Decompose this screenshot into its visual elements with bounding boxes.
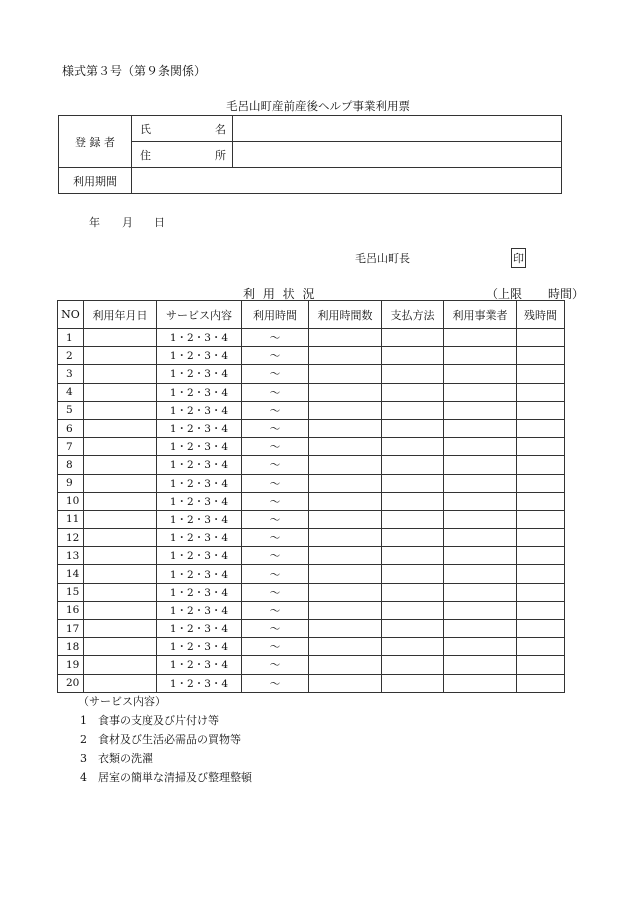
usage-hours-cell[interactable] <box>309 529 382 547</box>
column-header: NO <box>58 301 84 329</box>
table-row <box>58 383 565 401</box>
provider-cell[interactable] <box>444 638 517 656</box>
note-item-3: 3 衣類の洗濯 <box>80 752 153 765</box>
notes-heading: （サービス内容） <box>78 695 166 708</box>
usage-date-cell[interactable] <box>84 583 157 601</box>
usage-date-cell[interactable] <box>84 401 157 419</box>
payment-method-cell[interactable] <box>382 620 444 638</box>
usage-table <box>57 300 565 693</box>
usage-time-separator[interactable]: ～ <box>242 510 309 528</box>
usage-time-separator[interactable]: ～ <box>242 565 309 583</box>
provider-cell[interactable] <box>444 656 517 674</box>
remaining-hours-cell[interactable] <box>517 329 565 347</box>
usage-date-cell[interactable] <box>84 347 157 365</box>
usage-hours-cell[interactable] <box>309 620 382 638</box>
usage-header-row <box>58 301 565 329</box>
usage-date-cell[interactable] <box>84 456 157 474</box>
usage-time-separator[interactable]: ～ <box>242 674 309 692</box>
payment-method-cell[interactable] <box>382 474 444 492</box>
form-number: 様式第３号（第９条関係） <box>62 64 207 78</box>
table-row <box>58 601 565 619</box>
provider-cell[interactable] <box>444 547 517 565</box>
remaining-hours-cell[interactable] <box>517 529 565 547</box>
usage-date-cell[interactable] <box>84 656 157 674</box>
table-row <box>58 547 565 565</box>
table-row <box>58 438 565 456</box>
usage-date-cell[interactable] <box>84 492 157 510</box>
payment-method-cell[interactable] <box>382 601 444 619</box>
table-row <box>58 365 565 383</box>
note-item-4: 4 居室の簡単な清掃及び整理整頓 <box>80 771 252 784</box>
row-number: 18 <box>58 638 84 656</box>
registrant-table <box>58 115 562 194</box>
row-number: 11 <box>58 510 84 528</box>
usage-time-separator[interactable]: ～ <box>242 438 309 456</box>
provider-cell[interactable] <box>444 401 517 419</box>
provider-cell[interactable] <box>444 583 517 601</box>
remaining-hours-cell[interactable] <box>517 583 565 601</box>
name-label-1: 氏 <box>140 122 151 136</box>
address-label-1: 住 <box>140 148 151 162</box>
table-row <box>58 620 565 638</box>
usage-time-separator[interactable]: ～ <box>242 656 309 674</box>
usage-heading: 利 用 状 況 <box>243 287 317 301</box>
remaining-hours-cell[interactable] <box>517 383 565 401</box>
remaining-hours-cell[interactable] <box>517 620 565 638</box>
provider-cell[interactable] <box>444 474 517 492</box>
payment-method-cell[interactable] <box>382 638 444 656</box>
usage-time-separator[interactable]: ～ <box>242 529 309 547</box>
usage-time-separator[interactable]: ～ <box>242 347 309 365</box>
usage-time-separator[interactable]: ～ <box>242 638 309 656</box>
service-options[interactable]: 1・2・3・4 <box>157 492 242 510</box>
usage-time-separator[interactable]: ～ <box>242 365 309 383</box>
hours-limit-close: 時間） <box>548 287 585 301</box>
remaining-hours-cell[interactable] <box>517 656 565 674</box>
row-number: 8 <box>58 456 84 474</box>
table-row <box>58 419 565 437</box>
remaining-hours-cell[interactable] <box>517 474 565 492</box>
usage-hours-cell[interactable] <box>309 565 382 583</box>
payment-method-cell[interactable] <box>382 674 444 692</box>
period-label: 利用期間 <box>59 168 132 194</box>
usage-hours-cell[interactable] <box>309 510 382 528</box>
usage-date-cell[interactable] <box>84 547 157 565</box>
row-number: 10 <box>58 492 84 510</box>
service-options[interactable]: 1・2・3・4 <box>157 529 242 547</box>
payment-method-cell[interactable] <box>382 419 444 437</box>
table-row <box>58 492 565 510</box>
row-number: 14 <box>58 565 84 583</box>
remaining-hours-cell[interactable] <box>517 347 565 365</box>
remaining-hours-cell[interactable] <box>517 638 565 656</box>
provider-cell[interactable] <box>444 620 517 638</box>
usage-hours-cell[interactable] <box>309 438 382 456</box>
usage-hours-cell[interactable] <box>309 401 382 419</box>
payment-method-cell[interactable] <box>382 492 444 510</box>
row-number: 4 <box>58 383 84 401</box>
usage-hours-cell[interactable] <box>309 456 382 474</box>
usage-hours-cell[interactable] <box>309 329 382 347</box>
payment-method-cell[interactable] <box>382 529 444 547</box>
provider-cell[interactable] <box>444 492 517 510</box>
service-options[interactable]: 1・2・3・4 <box>157 565 242 583</box>
hours-limit-open: （上限 <box>486 287 523 301</box>
usage-date-cell[interactable] <box>84 674 157 692</box>
usage-hours-cell[interactable] <box>309 547 382 565</box>
table-row <box>58 347 565 365</box>
form-title: 毛呂山町産前産後ヘルプ事業利用票 <box>226 99 410 113</box>
row-number: 9 <box>58 474 84 492</box>
address-field[interactable] <box>233 142 562 168</box>
date-day: 日 <box>154 216 165 229</box>
column-header: 利用時間 <box>242 301 309 329</box>
payment-method-cell[interactable] <box>382 401 444 419</box>
address-label-cell <box>132 142 233 168</box>
service-options[interactable]: 1・2・3・4 <box>157 674 242 692</box>
row-number: 7 <box>58 438 84 456</box>
provider-cell[interactable] <box>444 419 517 437</box>
remaining-hours-cell[interactable] <box>517 365 565 383</box>
usage-date-cell[interactable] <box>84 438 157 456</box>
row-number: 15 <box>58 583 84 601</box>
service-options[interactable]: 1・2・3・4 <box>157 474 242 492</box>
service-options[interactable]: 1・2・3・4 <box>157 329 242 347</box>
remaining-hours-cell[interactable] <box>517 419 565 437</box>
service-options[interactable]: 1・2・3・4 <box>157 656 242 674</box>
service-options[interactable]: 1・2・3・4 <box>157 401 242 419</box>
payment-method-cell[interactable] <box>382 438 444 456</box>
column-header: 利用年月日 <box>84 301 157 329</box>
provider-cell[interactable] <box>444 365 517 383</box>
usage-date-cell[interactable] <box>84 565 157 583</box>
provider-cell[interactable] <box>444 347 517 365</box>
usage-time-separator[interactable]: ～ <box>242 601 309 619</box>
usage-hours-cell[interactable] <box>309 419 382 437</box>
seal-stamp-text: 印 <box>511 248 526 268</box>
note-item-2: 2 食材及び生活必需品の買物等 <box>80 733 241 746</box>
payment-method-cell[interactable] <box>382 329 444 347</box>
usage-date-cell[interactable] <box>84 601 157 619</box>
service-options[interactable]: 1・2・3・4 <box>157 583 242 601</box>
provider-cell[interactable] <box>444 383 517 401</box>
name-label-cell <box>132 116 233 142</box>
usage-hours-cell[interactable] <box>309 638 382 656</box>
usage-time-separator[interactable]: ～ <box>242 329 309 347</box>
service-options[interactable]: 1・2・3・4 <box>157 620 242 638</box>
usage-date-cell[interactable] <box>84 383 157 401</box>
usage-hours-cell[interactable] <box>309 347 382 365</box>
usage-date-cell[interactable] <box>84 329 157 347</box>
provider-cell[interactable] <box>444 674 517 692</box>
service-options[interactable]: 1・2・3・4 <box>157 438 242 456</box>
row-number: 2 <box>58 347 84 365</box>
usage-date-cell[interactable] <box>84 638 157 656</box>
name-label-2: 名 <box>215 122 226 136</box>
usage-date-cell[interactable] <box>84 419 157 437</box>
table-row <box>58 583 565 601</box>
payment-method-cell[interactable] <box>382 547 444 565</box>
service-notes <box>78 693 252 788</box>
remaining-hours-cell[interactable] <box>517 492 565 510</box>
usage-hours-cell[interactable] <box>309 674 382 692</box>
remaining-hours-cell[interactable] <box>517 438 565 456</box>
provider-cell[interactable] <box>444 329 517 347</box>
remaining-hours-cell[interactable] <box>517 456 565 474</box>
row-number: 17 <box>58 620 84 638</box>
table-row <box>58 474 565 492</box>
provider-cell[interactable] <box>444 601 517 619</box>
row-number: 13 <box>58 547 84 565</box>
usage-time-separator[interactable]: ～ <box>242 456 309 474</box>
row-number: 16 <box>58 601 84 619</box>
table-row <box>58 329 565 347</box>
column-header: 支払方法 <box>382 301 444 329</box>
usage-hours-cell[interactable] <box>309 474 382 492</box>
usage-date-cell[interactable] <box>84 474 157 492</box>
row-number: 19 <box>58 656 84 674</box>
table-row <box>58 510 565 528</box>
table-row <box>58 456 565 474</box>
payment-method-cell[interactable] <box>382 510 444 528</box>
row-number: 20 <box>58 674 84 692</box>
date-year: 年 <box>89 216 100 229</box>
column-header: 利用事業者 <box>444 301 517 329</box>
usage-hours-cell[interactable] <box>309 365 382 383</box>
service-options[interactable]: 1・2・3・4 <box>157 365 242 383</box>
payment-method-cell[interactable] <box>382 656 444 674</box>
mayor-label: 毛呂山町長 <box>355 252 410 265</box>
usage-time-separator[interactable]: ～ <box>242 492 309 510</box>
usage-hours-cell[interactable] <box>309 601 382 619</box>
date-month: 月 <box>122 216 133 229</box>
usage-date-cell[interactable] <box>84 365 157 383</box>
provider-cell[interactable] <box>444 510 517 528</box>
usage-time-separator[interactable]: ～ <box>242 474 309 492</box>
service-options[interactable]: 1・2・3・4 <box>157 510 242 528</box>
usage-body <box>58 329 565 693</box>
service-options[interactable]: 1・2・3・4 <box>157 601 242 619</box>
usage-date-cell[interactable] <box>84 620 157 638</box>
row-number: 1 <box>58 329 84 347</box>
usage-date-cell[interactable] <box>84 529 157 547</box>
remaining-hours-cell[interactable] <box>517 547 565 565</box>
name-field[interactable] <box>233 116 562 142</box>
address-label-2: 所 <box>215 148 226 162</box>
provider-cell[interactable] <box>444 529 517 547</box>
column-header: 利用時間数 <box>309 301 382 329</box>
row-number: 5 <box>58 401 84 419</box>
remaining-hours-cell[interactable] <box>517 510 565 528</box>
usage-time-separator[interactable]: ～ <box>242 620 309 638</box>
usage-time-separator[interactable]: ～ <box>242 583 309 601</box>
table-row <box>58 674 565 692</box>
payment-method-cell[interactable] <box>382 365 444 383</box>
table-row <box>58 401 565 419</box>
usage-date-cell[interactable] <box>84 510 157 528</box>
remaining-hours-cell[interactable] <box>517 601 565 619</box>
table-row <box>58 565 565 583</box>
row-number: 3 <box>58 365 84 383</box>
remaining-hours-cell[interactable] <box>517 565 565 583</box>
remaining-hours-cell[interactable] <box>517 401 565 419</box>
usage-time-separator[interactable]: ～ <box>242 547 309 565</box>
service-options[interactable]: 1・2・3・4 <box>157 456 242 474</box>
row-number: 12 <box>58 529 84 547</box>
payment-method-cell[interactable] <box>382 456 444 474</box>
provider-cell[interactable] <box>444 438 517 456</box>
service-options[interactable]: 1・2・3・4 <box>157 347 242 365</box>
usage-time-separator[interactable]: ～ <box>242 419 309 437</box>
note-item-1: 1 食事の支度及び片付け等 <box>80 714 219 727</box>
service-options[interactable]: 1・2・3・4 <box>157 547 242 565</box>
usage-time-separator[interactable]: ～ <box>242 383 309 401</box>
payment-method-cell[interactable] <box>382 565 444 583</box>
registrant-group-label: 登 録 者 <box>59 116 132 168</box>
table-row <box>58 529 565 547</box>
provider-cell[interactable] <box>444 565 517 583</box>
usage-time-separator[interactable]: ～ <box>242 401 309 419</box>
service-options[interactable]: 1・2・3・4 <box>157 419 242 437</box>
seal-stamp <box>511 248 526 268</box>
period-field[interactable] <box>132 168 562 194</box>
row-number: 6 <box>58 419 84 437</box>
table-row <box>58 656 565 674</box>
payment-method-cell[interactable] <box>382 383 444 401</box>
payment-method-cell[interactable] <box>382 347 444 365</box>
column-header: 残時間 <box>517 301 565 329</box>
service-options[interactable]: 1・2・3・4 <box>157 383 242 401</box>
usage-hours-cell[interactable] <box>309 656 382 674</box>
usage-hours-cell[interactable] <box>309 383 382 401</box>
service-options[interactable]: 1・2・3・4 <box>157 638 242 656</box>
column-header: サービス内容 <box>157 301 242 329</box>
usage-hours-cell[interactable] <box>309 492 382 510</box>
usage-hours-cell[interactable] <box>309 583 382 601</box>
provider-cell[interactable] <box>444 456 517 474</box>
remaining-hours-cell[interactable] <box>517 674 565 692</box>
table-row <box>58 638 565 656</box>
payment-method-cell[interactable] <box>382 583 444 601</box>
